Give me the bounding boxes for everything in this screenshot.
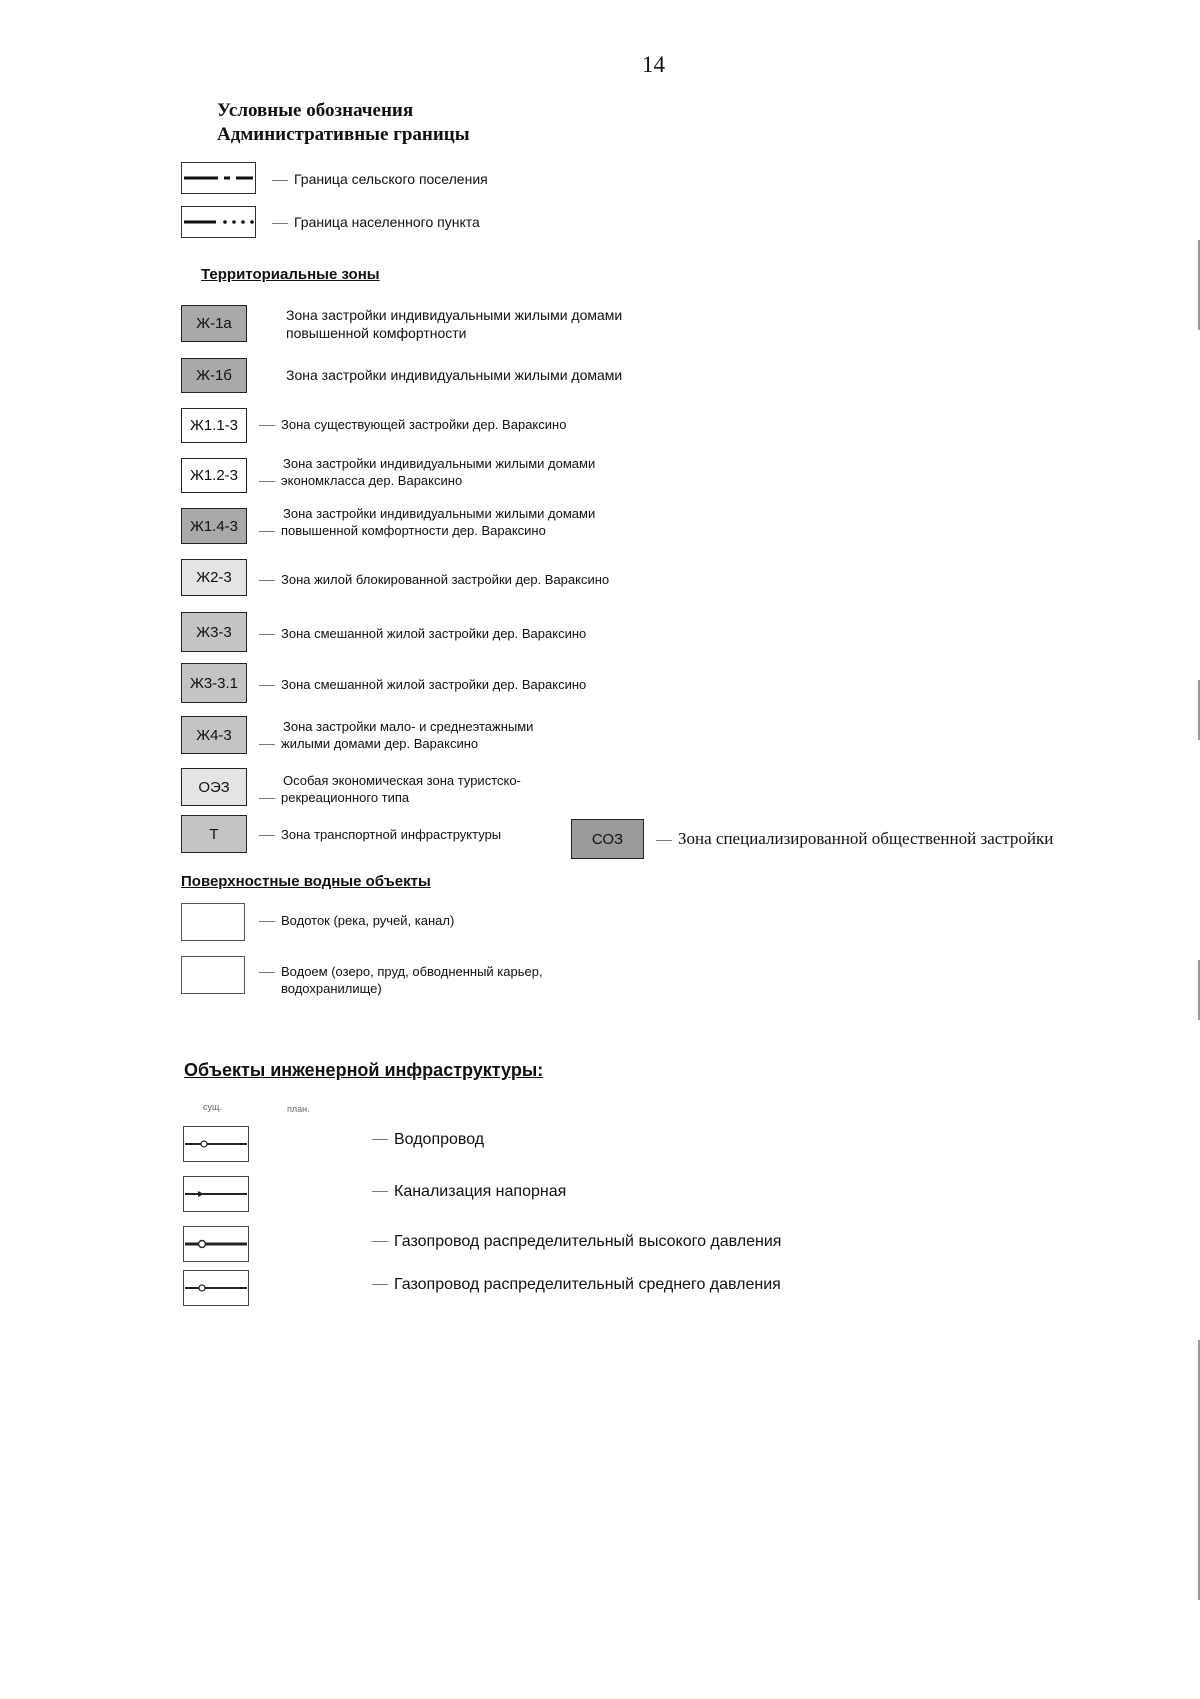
water-pipe-row [372,1131,484,1149]
zone-label-zh2-3: Зона жилой блокированной застройки дер. Вараксино [259,571,609,588]
watercourse-label: Водоток (река, ручей, канал) [281,913,455,928]
water-pipe-label: Водопровод [394,1131,485,1148]
settlement-boundary-symbol [181,162,256,194]
column-planned: план. [287,1104,310,1114]
water-pipe-line-icon [184,1127,248,1161]
zone-label-zh1b: Зона застройки индивидуальными жилыми домами [286,367,623,383]
settlement-boundary-label: Граница сельского поселения [294,171,488,187]
zone-symbol-zh1-4-3: Ж1.4-3 [181,508,247,544]
territorial-zones-heading: Территориальные зоны [201,266,380,283]
locality-boundary-symbol [181,206,256,238]
zone-label-soz: Зона специализированной общественной застройки [656,829,1053,849]
water-pipe-symbol [183,1126,249,1162]
settlement-boundary-row [272,170,488,188]
zone-label-zh1a: Зона застройки индивидуальными жилыми домами повышенной комфортности [286,307,623,341]
waterbody-label: Водоем (озеро, пруд, обводненный карьер, [281,964,543,979]
waterbody-symbol [181,956,245,994]
gas-medium-pressure-line-icon [184,1271,248,1305]
waterbody-row: Водоем (озеро, пруд, обводненный карьер, водохранилище) [259,963,543,997]
zone-symbol-soz: СОЗ [571,819,644,859]
zone-symbol-oez: ОЭЗ [181,768,247,806]
zone-symbol-zh1a: Ж-1а [181,305,247,342]
locality-boundary-row [272,213,480,231]
gas-medium-row [372,1276,781,1294]
pressure-sewer-line-icon [184,1177,248,1211]
sewer-label: Канализация напорная [394,1183,567,1200]
zone-symbol-zh3-3-1: Ж3-3.1 [181,663,247,703]
engineering-heading: Объекты инженерной инфраструктуры: [184,1060,544,1080]
legend-title: Условные обозначения [217,100,414,121]
dash-dot-line-icon [182,163,255,193]
zone-label-zh3-3: Зона смешанной жилой застройки дер. Вараксино [259,625,586,642]
gas-high-row [372,1233,781,1251]
sewer-symbol [183,1176,249,1212]
zone-symbol-zh1b: Ж-1б [181,358,247,393]
zone-symbol-zh1-2-3: Ж1.2-3 [181,458,247,493]
watercourse-symbol [181,903,245,941]
sewer-row [372,1183,566,1201]
gas-high-pressure-line-icon [184,1227,248,1261]
zone-symbol-zh4-3: Ж4-3 [181,716,247,754]
zone-label-zh1-1-3: Зона существующей застройки дер. Вараксино [259,416,566,433]
watercourse-row [259,912,454,929]
zone-label-oez: Особая экономическая зона туристско- рекреационного типа [259,772,521,806]
zone-label-zh1-4-3: Зона застройки индивидуальными жилыми домами повышенной комфортности дер. Вараксино [259,505,595,539]
column-existing: сущ. [203,1102,222,1112]
gas-medium-label: Газопровод распределительный среднего давления [394,1276,781,1293]
gas-high-symbol [183,1226,249,1262]
admin-boundaries-title: Административные границы [217,124,470,145]
zone-symbol-zh3-3: Ж3-3 [181,612,247,652]
zone-label-t: Зона транспортной инфраструктуры [259,826,501,843]
gas-high-label: Газопровод распределительный высокого давления [394,1233,782,1250]
zone-symbol-zh2-3: Ж2-3 [181,559,247,596]
page-number: 14 [642,52,665,77]
zone-label-zh4-3: Зона застройки мало- и среднеэтажными жилыми домами дер. Вараксино [259,718,533,752]
gas-medium-symbol [183,1270,249,1306]
zone-label-zh3-3-1: Зона смешанной жилой застройки дер. Вараксино [259,676,586,693]
zone-symbol-zh1-1-3: Ж1.1-3 [181,408,247,443]
zone-label-zh1-2-3: Зона застройки индивидуальными жилыми домами экономкласса дер. Вараксино [259,455,595,489]
water-objects-heading: Поверхностные водные объекты [181,873,431,890]
dotted-line-icon [182,207,255,237]
zone-symbol-t: Т [181,815,247,853]
locality-boundary-label: Граница населенного пункта [294,214,480,230]
